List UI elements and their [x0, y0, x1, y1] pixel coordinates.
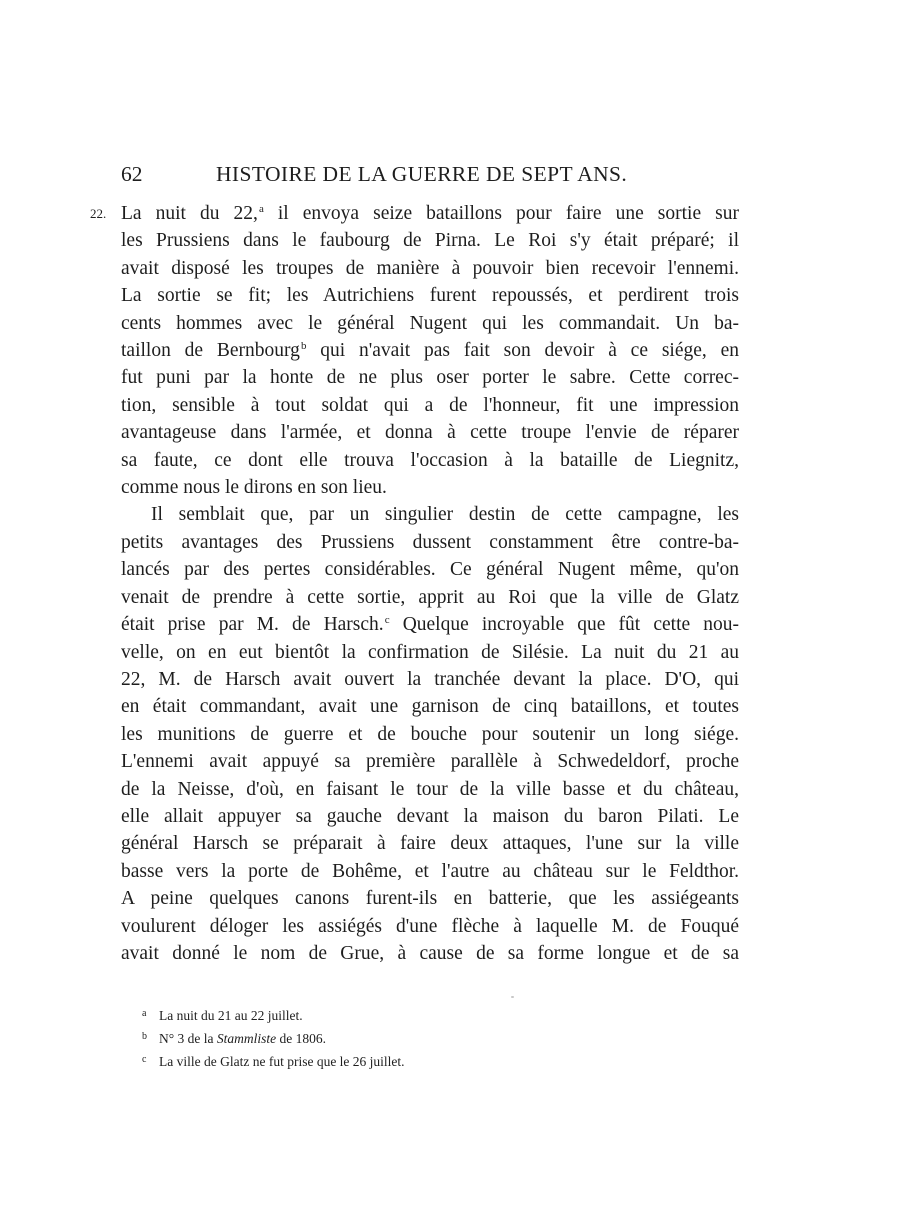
text-line: L'ennemi avait appuyé sa première parallèle à Schwedeldorf, proche: [121, 751, 739, 773]
text-line: La sortie se fit; les Autrichiens furent repoussés, et perdirent trois: [121, 285, 739, 307]
text-line: tion, sensible à tout soldat qui a de l'honneur, fit une impression: [121, 394, 739, 416]
running-head: [121, 158, 741, 190]
text-line: avantageuse dans l'armée, et donna à cette troupe l'envie de réparer: [121, 422, 739, 444]
page-number: 62: [121, 162, 143, 186]
text-line: A peine quelques canons furent-ils en batterie, que les assiégeants: [121, 888, 739, 910]
text-line: Il semblait que, par un singulier destin de cette campagne, les: [151, 504, 739, 526]
work-title: Stammliste: [216, 1031, 277, 1046]
footnote-mark: a: [142, 1008, 147, 1019]
footnote-ref-c[interactable]: c: [384, 614, 390, 627]
text-line: cents hommes avec le général Nugent qui les commandait. Un ba-: [121, 312, 739, 334]
text-line: taillon de Bernbourg$^b$ qui n'avait pas fait son devoir à ce siége, en: [121, 340, 739, 362]
body-text: [121, 200, 739, 967]
footnote-a: [142, 1003, 702, 1026]
footnote-b: [142, 1026, 702, 1049]
text-line: lancés par des pertes considérables. Ce général Nugent même, qu'on: [121, 559, 739, 581]
paragraph-2: [121, 501, 739, 967]
footnotes: [142, 1003, 702, 1072]
text-line: petits avantages des Prussiens dussent constamment être contre-ba-: [121, 531, 739, 553]
print-speck: [511, 996, 514, 998]
paragraph-1: [121, 200, 739, 501]
footnote-mark: c: [142, 1054, 147, 1065]
text-line: velle, on en eut bientôt la confirmation de Silésie. La nuit du 21 au: [121, 641, 739, 663]
text-line: voulurent déloger les assiégés d'une flèche à laquelle M. de Fouqué: [121, 915, 739, 937]
text-line: les Prussiens dans le faubourg de Pirna. Le Roi s'y était préparé; il: [121, 230, 739, 252]
text-line: elle allait appuyer sa gauche devant la maison du baron Pilati. Le: [121, 805, 739, 827]
text-line: avait donné le nom de Grue, à cause de sa forme longue et de sa: [121, 942, 739, 964]
text-line: avait disposé les troupes de manière à pouvoir bien recevoir l'ennemi.: [121, 257, 739, 279]
text-line: était prise par M. de Harsch.$^c$ Quelque incroyable que fût cette nou-: [121, 614, 740, 636]
text-line: de la Neisse, d'où, en faisant le tour de la ville basse et du château,: [121, 778, 739, 800]
footnote-text: N° 3 de la Stammliste de 1806.: [159, 1031, 327, 1046]
text-line: les munitions de guerre et de bouche pour soutenir un long siége.: [121, 723, 739, 745]
footnote-text: La ville de Glatz ne fut prise que le 26 juillet.: [159, 1054, 405, 1069]
text-line: en était commandant, avait une garnison de cinq bataillons, et toutes: [121, 696, 739, 718]
text-line: sa faute, ce dont elle trouva l'occasion à la bataille de Liegnitz,: [121, 449, 739, 471]
text-line: 22, M. de Harsch avait ouvert la tranchée devant la place. D'O, qui: [121, 668, 739, 690]
footnote-c: [142, 1049, 702, 1072]
footnote-text: La nuit du 21 au 22 juillet.: [159, 1008, 303, 1023]
text-line: comme nous le dirons en son lieu.: [121, 477, 387, 499]
running-title: HISTOIRE DE LA GUERRE DE SEPT ANS.: [216, 162, 628, 186]
text-line: venait de prendre à cette sortie, apprit au Roi que la ville de Glatz: [121, 586, 739, 608]
margin-date-note: 22.: [90, 206, 107, 221]
text-line: basse vers la porte de Bohême, et l'autre au château sur le Feldthor.: [121, 860, 739, 882]
text-line: La nuit du 22,$^a$ il envoya seize bataillons pour faire une sortie sur: [121, 203, 739, 224]
footnote-ref-a[interactable]: a: [258, 203, 264, 215]
text-line: fut puni par la honte de ne plus oser porter le sabre. Cette correc-: [121, 367, 739, 389]
text-line: général Harsch se préparait à faire deux attaques, l'une sur la ville: [121, 833, 739, 855]
footnote-ref-b[interactable]: b: [300, 340, 307, 353]
footnote-mark: b: [142, 1031, 147, 1042]
